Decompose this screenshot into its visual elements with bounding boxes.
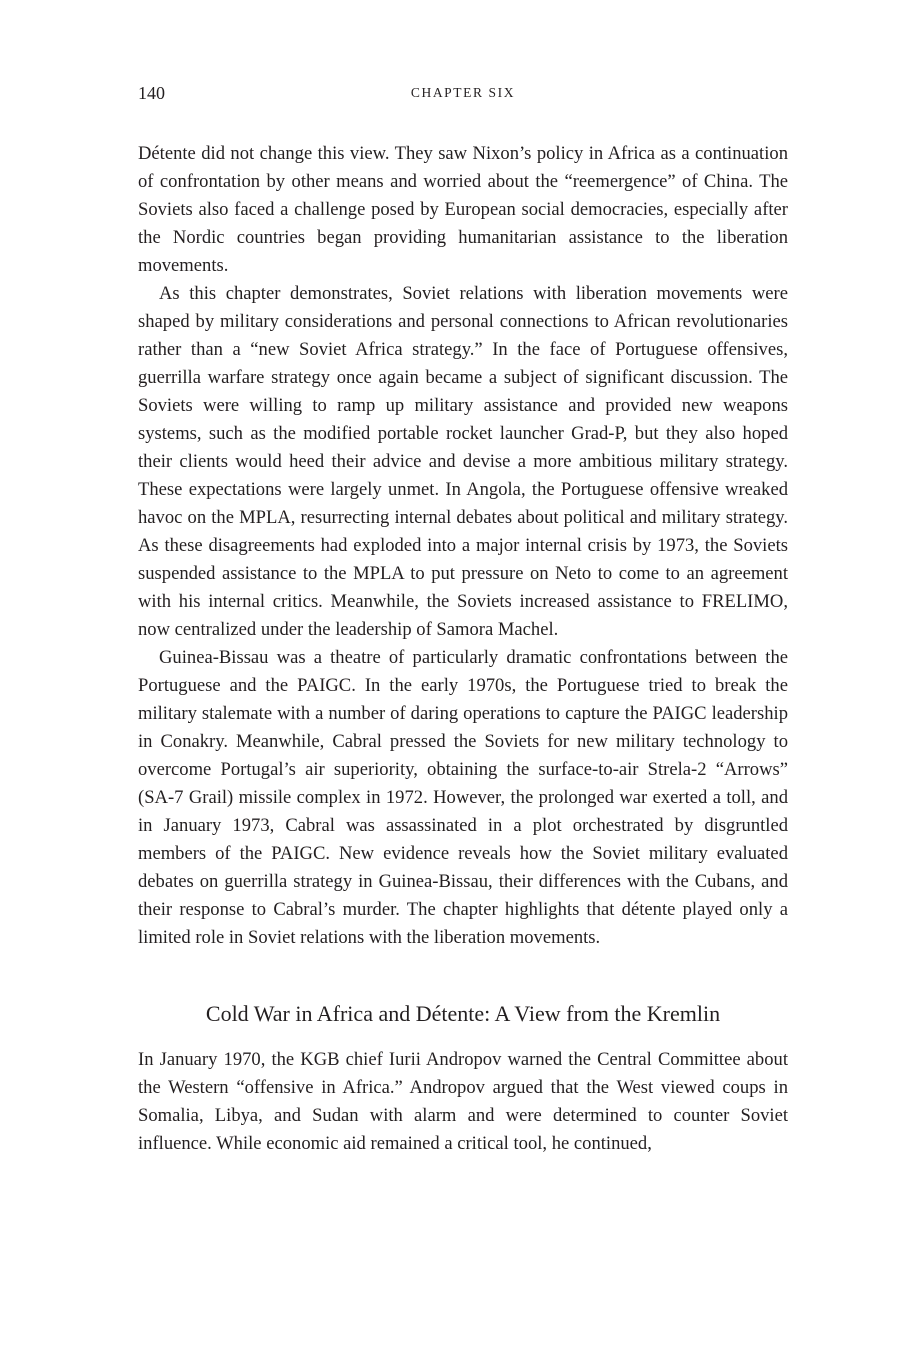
paragraph: Guinea-Bissau was a theatre of particularly dramatic confrontations between the Portuguese and the PAIGC. In the early 1970s, the Portuguese tried to break the military stalemate with a number of daring operations to capture the PAIGC leadership in Conakry. Meanwhile, Cabral pressed the Soviets for new military technology to overcome Portugal’s air superiority, obtaining the surface-to-air Strela-2 “Arrows” (SA-7 Grail) missile complex in 1972. However, the prolonged war exerted a toll, and in January 1973, Cabral was assassinated in a plot orchestrated by disgruntled members of the PAIGC. New evidence reveals how the Soviet military evaluated debates on guerrilla strategy in Guinea-Bissau, their differences with the Cubans, and their response to Cabral’s murder. The chapter highlights that détente played only a limited role in Soviet relations with the liberation movements. bbox=[138, 647, 788, 948]
paragraph: Détente did not change this view. They saw Nixon’s policy in Africa as a continuation of confrontation by other means and worried about the “reemergence” of China. The Soviets also faced a challenge posed by European social democracies, especially after the Nordic countries began providing humanitarian assistance to the liberation movements. bbox=[138, 143, 788, 276]
running-head bbox=[138, 83, 788, 107]
paragraph: As this chapter demonstrates, Soviet relations with liberation movements were shaped by military considerations and personal connections to African revolutionaries rather than a “new Soviet Africa strategy.” In the face of Portuguese offensives, guerrilla warfare strategy once again became a subject of significant discussion. The Soviets were willing to ramp up military assistance and provided new weapons systems, such as the modified portable rocket launcher Grad-P, but they also hoped their clients would heed their advice and devise a more ambitious military strategy. These expectations were largely unmet. In Angola, the Portuguese offensive wreaked havoc on the MPLA, resurrecting internal debates about political and military strategy. As these disagreements had exploded into a major internal crisis by 1973, the Soviets suspended assistance to the MPLA to put pressure on Neto to come to an agreement with his internal critics. Meanwhile, the Soviets increased assistance to FRELIMO, now centralized under the leadership of Samora Machel. bbox=[138, 283, 788, 640]
chapter-title: CHAPTER SIX bbox=[410, 85, 516, 100]
section-heading: Cold War in Africa and Détente: A View from the Kremlin bbox=[205, 1001, 721, 1026]
paragraph: In January 1970, the KGB chief Iurii Andropov warned the Central Committee about the Western “offensive in Africa.” Andropov argued that the West viewed coups in Somalia, Libya, and Sudan with alarm and were determined to counter Soviet influence. While economic aid remained a critical tool, he continued, bbox=[138, 1049, 788, 1154]
page-number: 140 bbox=[138, 83, 165, 103]
body-text bbox=[138, 140, 788, 1158]
